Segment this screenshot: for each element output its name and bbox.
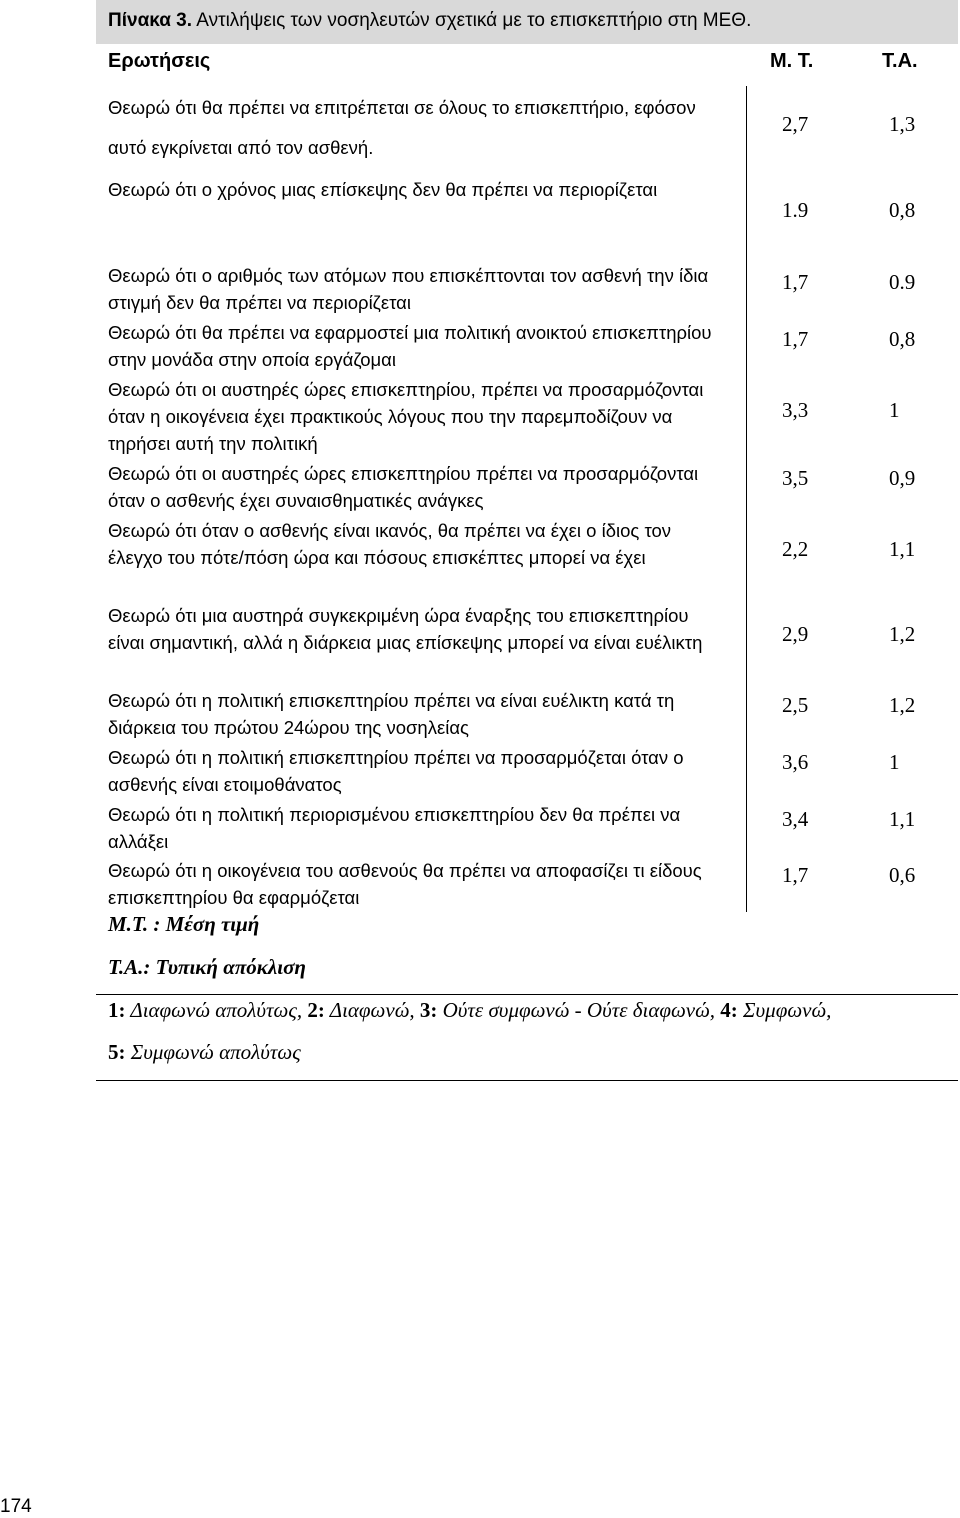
sd-value: 0,8 (889, 327, 916, 351)
mean-value: 2,7 (782, 112, 809, 136)
mean-value: 1,7 (782, 327, 809, 351)
question-text: Θεωρώ ότι ο χρόνος μιας επίσκεψης δεν θα πρέπει να περιορίζεται (108, 179, 658, 200)
mean-value: 3,5 (782, 466, 809, 490)
scale-num: 5: (108, 1040, 126, 1064)
sd-value: 1 (889, 398, 900, 422)
table-row (96, 260, 958, 316)
legend-rule-bottom (96, 1080, 958, 1081)
sd-value: 1,1 (889, 537, 916, 561)
table-row (96, 517, 958, 601)
scale-label: Διαφωνώ, (329, 998, 415, 1022)
mean-value: 2,2 (782, 537, 809, 561)
table-row (96, 460, 958, 516)
mean-value: 1,7 (782, 270, 809, 294)
sd-value: 1,2 (889, 622, 916, 646)
table-row (96, 857, 958, 913)
question-text: Θεωρώ ότι όταν ο ασθενής είναι ικανός, θα πρέπει να έχει ο ίδιος τον έλεγχο του πότε/πόση ώρα και πόσους επισκέπτες μπορεί να έχει (108, 520, 672, 568)
sd-value: 1,2 (889, 693, 916, 717)
sd-value: 1 (889, 750, 900, 774)
table-row (96, 801, 958, 857)
sd-value: 1,3 (889, 112, 916, 136)
table-row (96, 687, 958, 743)
table-row (96, 317, 958, 373)
question-text: Θεωρώ ότι θα πρέπει να επιτρέπεται σε όλους το επισκεπτήριο, εφόσον αυτό εγκρίνεται από τον ασθενή. (108, 97, 696, 158)
question-text: Θεωρώ ότι η πολιτική επισκεπτηρίου πρέπει να προσαρμόζεται όταν ο ασθενής είναι ετοιμοθάνατος (108, 747, 684, 795)
scale-label: Διαφωνώ απολύτως, (130, 998, 303, 1022)
sd-value: 0.9 (889, 270, 916, 294)
table-row (96, 374, 958, 458)
scale-num: 2: (307, 998, 325, 1022)
sd-value: 0,6 (889, 863, 916, 887)
caption-label: Πίνακα 3. (108, 10, 193, 31)
question-text: Θεωρώ ότι μια αυστηρά συγκεκριμένη ώρα έναρξης του επισκεπτηρίου είναι σημαντική, αλλά η διάρκεια μιας επίσκεψης μπορεί να είναι ευέλικτη (108, 605, 703, 653)
scale-num: 1: (108, 998, 126, 1022)
page-number: 174 (0, 1496, 32, 1517)
mean-value: 2,5 (782, 693, 809, 717)
scale-num: 3: (419, 998, 438, 1022)
question-text: Θεωρώ ότι η πολιτική επισκεπτηρίου πρέπει να είναι ευέλικτη κατά τη διάρκεια του πρώτου 24ώρου της νοσηλείας (108, 690, 675, 738)
table-caption (96, 0, 958, 44)
mean-value: 2,9 (782, 622, 809, 646)
legend-mean: Μ.Τ. : Μέση τιμή (108, 912, 260, 936)
scale-label: Ούτε συμφωνώ - Ούτε διαφωνώ, (442, 998, 716, 1022)
mean-value: 1,7 (782, 863, 809, 887)
question-text: Θεωρώ ότι θα πρέπει να εφαρμοστεί μια πολιτική ανοικτού επισκεπτηρίου στην μονάδα στην οποία εργάζομαι (108, 322, 712, 370)
legend-rule-top (96, 994, 958, 995)
scale-legend-line-2 (108, 1040, 301, 1065)
table-row (96, 86, 958, 168)
scale-legend-line-1 (108, 998, 831, 1023)
question-text: Θεωρώ ότι η πολιτική περιορισμένου επισκεπτηρίου δεν θα πρέπει να αλλάξει (108, 804, 681, 852)
column-divider (746, 86, 747, 912)
question-text: Θεωρώ ότι η οικογένεια του ασθενούς θα πρέπει να αποφασίζει τι είδους επισκεπτηρίου θα εφαρμόζεται (108, 860, 702, 908)
scale-label: Συμφωνώ, (743, 998, 832, 1022)
table-row (96, 602, 958, 686)
caption-text: Αντιλήψεις των νοσηλευτών σχετικά με το επισκεπτήριο στη ΜΕΘ. (196, 10, 752, 31)
header-sd: Τ.Α. (882, 50, 918, 72)
table-header-row (96, 44, 958, 80)
table-row (96, 170, 958, 254)
mean-value: 3,3 (782, 398, 809, 422)
legend-sd: Τ.Α.: Τυπική απόκλιση (108, 955, 306, 979)
question-text: Θεωρώ ότι ο αριθμός των ατόμων που επισκέπτονται τον ασθενή την ίδια στιγμή δεν θα πρέπει να περιορίζεται (108, 265, 709, 313)
scale-label: Συμφωνώ απολύτως (130, 1040, 301, 1064)
mean-value: 1.9 (782, 198, 809, 222)
mean-value: 3,4 (782, 807, 809, 831)
header-mean: Μ. Τ. (770, 50, 814, 72)
sd-value: 0,8 (889, 198, 916, 222)
table-row (96, 744, 958, 800)
header-questions: Ερωτήσεις (108, 50, 211, 72)
question-text: Θεωρώ ότι οι αυστηρές ώρες επισκεπτηρίου πρέπει να προσαρμόζονται όταν ο ασθενής έχει συναισθηματικές ανάγκες (108, 463, 699, 511)
question-text: Θεωρώ ότι οι αυστηρές ώρες επισκεπτηρίου, πρέπει να προσαρμόζονται όταν η οικογένεια έχει πρακτικούς λόγους που την παρεμποδίζουν να τηρήσει αυτή την πολιτική (108, 379, 704, 454)
sd-value: 1,1 (889, 807, 916, 831)
sd-value: 0,9 (889, 466, 916, 490)
mean-value: 3,6 (782, 750, 809, 774)
scale-num: 4: (720, 998, 738, 1022)
